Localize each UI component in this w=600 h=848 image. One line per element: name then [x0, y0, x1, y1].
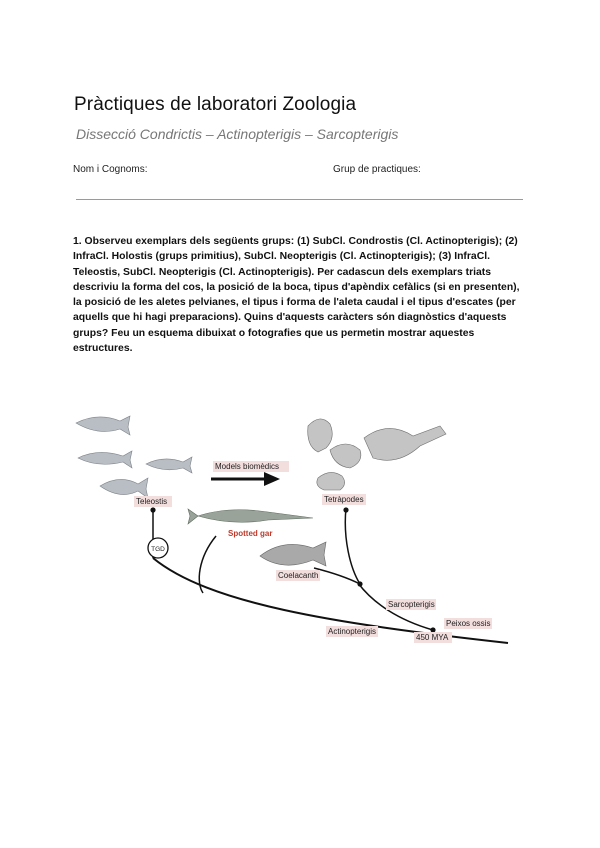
tetrapod-node — [343, 507, 348, 512]
fish-3-icon — [146, 457, 192, 473]
tgd-label: TGD — [151, 546, 165, 553]
group-field-label: Grup de practiques: — [333, 164, 421, 175]
models-label: Models biomèdics — [215, 462, 280, 471]
root-node — [430, 627, 435, 632]
amphibian-icon — [330, 444, 361, 468]
teleost-label: Teleostis — [136, 497, 168, 506]
age-label: 450 MYA — [416, 633, 449, 642]
tetrapod-branch — [345, 508, 360, 584]
sarco-node — [357, 581, 362, 586]
question-1: 1. Observeu exemplars dels següents grups: (1) SubCl. Condrostis (Cl. Actinopterigis); (2) InfraCl. Holostis (grups primitius), SubCl. Neopterigis (Cl. Actinopterigis); (3) InfraCl. Teleostis, SubCl. Neopterigis (Cl. Actinopterigis). Per cadascun dels exemplars triats descriviu la forma del cos, la posició de la boca, tipus d'apèndix cefàlics (si en presenten), la posició de les aletes pelvianes, el tipus i forma de l'aleta caudal i el tipus d'escates (per aquells que hi hagi preparacions). Quins d'aquests caràcters són diagnòstics d'aquests grups? Feu un esquema dibuixat o fotografies que us permetin mostrar aquestes estructures. — [73, 236, 520, 355]
phylogeny-figure — [68, 408, 528, 658]
coelacanth-icon — [260, 542, 326, 566]
fish-4-icon — [100, 478, 148, 498]
spotted-gar-icon — [198, 510, 313, 523]
peixos-label: Peixos ossis — [446, 619, 491, 628]
fish-2-icon — [78, 451, 132, 468]
phylogeny-svg — [68, 408, 528, 658]
rooster-icon — [308, 419, 333, 452]
page-title: Pràctiques de laboratori Zoologia — [74, 94, 357, 115]
mouse-icon — [317, 472, 345, 490]
fish-1-icon — [76, 416, 130, 435]
name-field-label: Nom i Cognoms: — [73, 164, 148, 175]
coelacanth-label: Coelacanth — [278, 571, 319, 580]
teleost-node — [150, 507, 155, 512]
name-underline — [76, 199, 523, 200]
teleost-fish-group — [76, 416, 192, 498]
actino-label: Actinopterigis — [328, 627, 377, 636]
page-subtitle: Dissecció Condrictis – Actinopterigis – Sarcopterigis — [76, 126, 399, 142]
diver-icon — [364, 426, 446, 460]
tetrapods-group — [308, 419, 446, 490]
spotted-gar-label: Spotted gar — [228, 529, 273, 538]
sarco-label: Sarcopterigis — [388, 600, 435, 609]
tetrapod-label: Tetràpodes — [324, 495, 364, 504]
